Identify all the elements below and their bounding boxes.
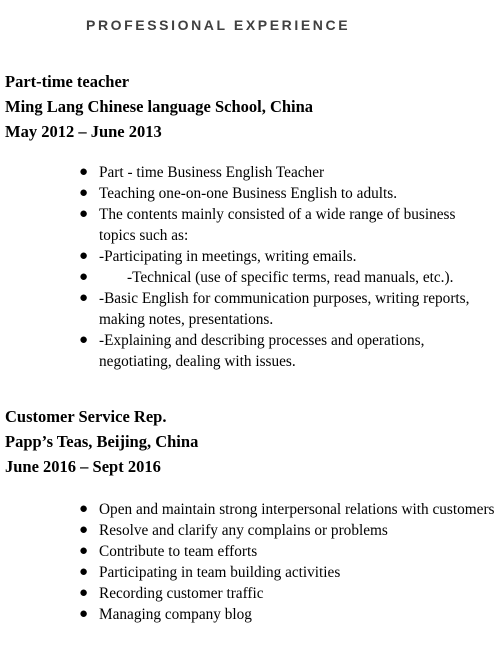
list-item: [79, 562, 495, 583]
bullet-icon: ●: [79, 248, 89, 264]
job-dates: June 2016 – Sept 2016: [5, 457, 161, 476]
job-header: [5, 69, 495, 144]
list-item: [79, 604, 495, 625]
bullet-icon: ●: [79, 332, 89, 348]
bullet-text: -Technical (use of specific terms, read manuals, etc.).: [127, 269, 454, 286]
bullet-text: Open and maintain strong interpersonal relations with customers: [99, 501, 495, 518]
job-bullet-list: [5, 162, 495, 372]
bullet-icon: ●: [79, 206, 89, 222]
bullet-text: Resolve and clarify any complains or problems: [99, 522, 388, 539]
job-bullet-list: [5, 499, 495, 625]
job-employer: Ming Lang Chinese language School, China: [5, 97, 314, 116]
bullet-text: Participating in team building activities: [99, 564, 341, 581]
bullet-text: The contents mainly consisted of a wide range of business topics such as:: [99, 206, 456, 244]
job-header: [5, 404, 495, 479]
job-title: Part-time teacher: [5, 72, 130, 91]
job-entry: [5, 404, 495, 625]
list-item: [79, 499, 495, 520]
section-heading: PROFESSIONAL EXPERIENCE: [86, 17, 351, 33]
list-item: [79, 541, 495, 562]
list-item: [79, 330, 495, 372]
list-item: [79, 520, 495, 541]
bullet-text: Part - time Business English Teacher: [99, 164, 325, 181]
bullet-icon: ●: [79, 185, 89, 201]
list-item: [79, 583, 495, 604]
list-item: [79, 162, 495, 183]
bullet-icon: ●: [79, 522, 89, 538]
list-item: [79, 204, 495, 246]
bullet-text: Teaching one-on-one Business English to adults.: [99, 185, 398, 202]
bullet-icon: ●: [79, 585, 89, 601]
job-employer: Papp’s Teas, Beijing, China: [5, 432, 199, 451]
bullet-text: Managing company blog: [99, 606, 252, 623]
bullet-icon: ●: [79, 164, 89, 180]
bullet-text: Recording customer traffic: [99, 585, 264, 602]
list-item: [79, 183, 495, 204]
list-item: [79, 288, 495, 330]
bullet-text: Contribute to team efforts: [99, 543, 258, 560]
bullet-text: -Participating in meetings, writing emails.: [99, 248, 357, 265]
bullet-icon: ●: [79, 290, 89, 306]
bullet-text: -Explaining and describing processes and operations, negotiating, dealing with issues.: [99, 332, 425, 370]
bullet-icon: ●: [79, 564, 89, 580]
list-item: [79, 267, 495, 288]
job-entry: [5, 69, 495, 372]
bullet-icon: ●: [79, 606, 89, 622]
bullet-icon: ●: [79, 501, 89, 517]
job-dates: May 2012 – June 2013: [5, 122, 162, 141]
job-title: Customer Service Rep.: [5, 407, 167, 426]
list-item: [79, 246, 495, 267]
bullet-icon: ●: [79, 543, 89, 559]
bullet-icon: ●: [79, 269, 89, 285]
bullet-text: -Basic English for communication purposes, writing reports, making notes, presentations.: [99, 290, 470, 328]
